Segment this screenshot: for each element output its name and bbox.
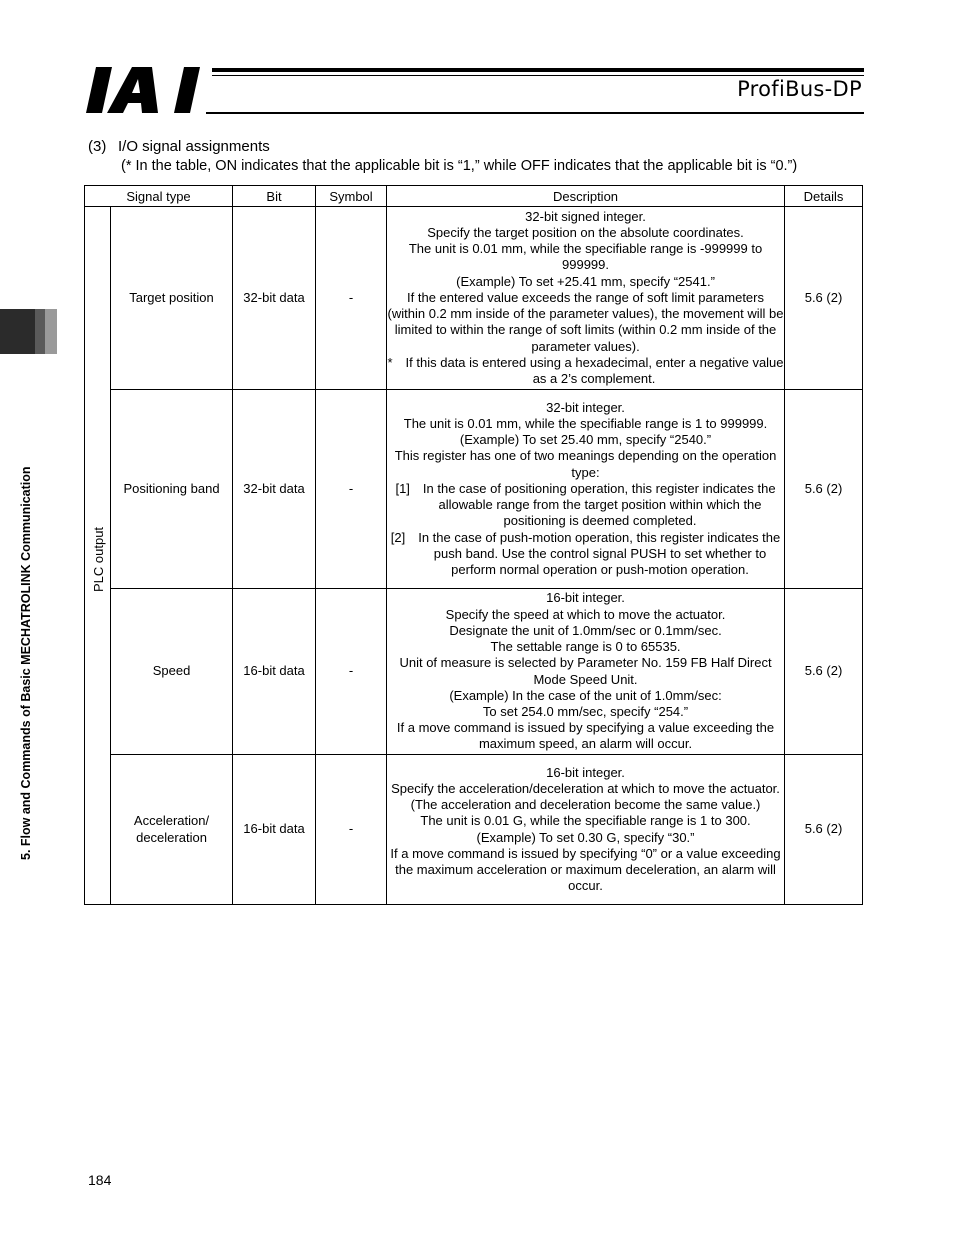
description-line: Specify the target position on the absolute coordinates. (427, 225, 744, 241)
signal-type-cell: Target position (111, 207, 233, 390)
description-line: Specify the speed at which to move the actuator. (445, 606, 726, 622)
description-line: This register has one of two meanings depending on the operation type: (394, 448, 777, 480)
description-line: (Example) To set 0.30 G, specify “30.” (476, 829, 695, 845)
signal-type-cell: Speed (111, 589, 233, 755)
description-line: The unit is 0.01 mm, while the specifiable range is -999999 to 999999. (408, 241, 763, 273)
details-cell: 5.6 (2) (785, 755, 863, 905)
description-line: (Example) In the case of the unit of 1.0mm/sec: (449, 687, 722, 703)
group-cell (85, 207, 111, 905)
description-line: Specify the acceleration/deceleration at which to move the actuator. (The acceleration and deceleration become the same value.) (391, 780, 780, 813)
description-cell (387, 589, 785, 755)
description-line: (Example) To set +25.41 mm, specify “2541.” (456, 273, 715, 289)
details-cell: 5.6 (2) (785, 207, 863, 390)
header-rule-thick (212, 68, 864, 72)
description-line: If the entered value exceeds the range of soft limit parameters (within 0.2 mm inside of the parameter values), the movement will be limited to within the range of soft limits (within 0.2 mm inside of the parameter values). (387, 289, 784, 354)
symbol-cell: - (316, 207, 387, 390)
description-list-item: [1] In the case of positioning operation, this register indicates the allowable range from the target position within which the positioning is deemed completed. (395, 480, 776, 529)
signal-type-cell: Positioning band (111, 390, 233, 589)
section-note: (* In the table, ON indicates that the applicable bit is “1,” while OFF indicates that the applicable bit is “0.”) (121, 158, 798, 174)
details-cell: 5.6 (2) (785, 589, 863, 755)
header-symbol: Symbol (316, 186, 387, 207)
description-line: 32-bit signed integer. (525, 208, 646, 224)
chapter-side-label: 5. Flow and Commands of Basic MECHATROLINK Communication (19, 466, 33, 860)
table-header-row (85, 186, 863, 207)
signal-type-line: Acceleration/ (133, 813, 210, 829)
group-label: PLC output (91, 526, 106, 592)
bit-cell: 16-bit data (233, 755, 316, 905)
header-details: Details (785, 186, 863, 207)
iai-logo (86, 66, 208, 114)
description-line: If a move command is issued by specifying “0” or a value exceeding the maximum acceleration or maximum deceleration, an alarm will occur. (390, 845, 781, 894)
table-row (85, 390, 863, 589)
description-line: The unit is 0.01 mm, while the specifiable range is 1 to 999999. (403, 416, 768, 432)
description-line: 16-bit integer. (546, 590, 625, 606)
description-line: Unit of measure is selected by Parameter No. 159 FB Half Direct Mode Speed Unit. (399, 655, 772, 687)
section-title: (3) I/O signal assignments (88, 138, 270, 155)
chapter-tab-light (45, 309, 57, 354)
brand-title: ProfiBus-DP (737, 77, 862, 101)
chapter-tab-mid (35, 309, 45, 354)
description-line: 32-bit integer. (546, 399, 625, 415)
description-line: The settable range is 0 to 65535. (490, 639, 681, 655)
description-line: (Example) To set 25.40 mm, specify “2540.” (459, 432, 712, 448)
header-bit: Bit (233, 186, 316, 207)
signal-type-cell (111, 755, 233, 905)
symbol-cell: - (316, 390, 387, 589)
description-list-item: [2] In the case of push-motion operation, this register indicates the push band. Use the control signal PUSH to set whether to perform normal operation or push-motion operation. (390, 529, 781, 577)
description-line: Designate the unit of 1.0mm/sec or 0.1mm/sec. (449, 622, 722, 638)
description-cell (387, 755, 785, 905)
table-row (85, 755, 863, 905)
table-row (85, 589, 863, 755)
description-line: The unit is 0.01 G, while the specifiable range is 1 to 300. (420, 813, 751, 829)
header-description: Description (387, 186, 785, 207)
description-line: To set 254.0 mm/sec, specify “254.” (482, 703, 689, 719)
header-rule-thin (212, 75, 864, 76)
details-cell: 5.6 (2) (785, 390, 863, 589)
description-cell (387, 207, 785, 390)
page-number: 184 (88, 1172, 112, 1188)
bit-cell: 32-bit data (233, 207, 316, 390)
table-row (85, 207, 863, 390)
symbol-cell: - (316, 755, 387, 905)
io-signal-table (84, 185, 863, 905)
description-note: * If this data is entered using a hexadecimal, enter a negative value as a 2’s complement. (387, 354, 784, 386)
bit-cell: 16-bit data (233, 589, 316, 755)
description-cell (387, 390, 785, 589)
description-line: If a move command is issued by specifying a value exceeding the maximum speed, an alarm will occur. (396, 720, 775, 752)
bit-cell: 32-bit data (233, 390, 316, 589)
description-line: 16-bit integer. (546, 764, 625, 780)
chapter-tab-dark (0, 309, 35, 354)
symbol-cell: - (316, 589, 387, 755)
header-signal-type: Signal type (85, 186, 233, 207)
header-rule-bottom (206, 112, 864, 114)
signal-type-line: deceleration (136, 829, 207, 845)
